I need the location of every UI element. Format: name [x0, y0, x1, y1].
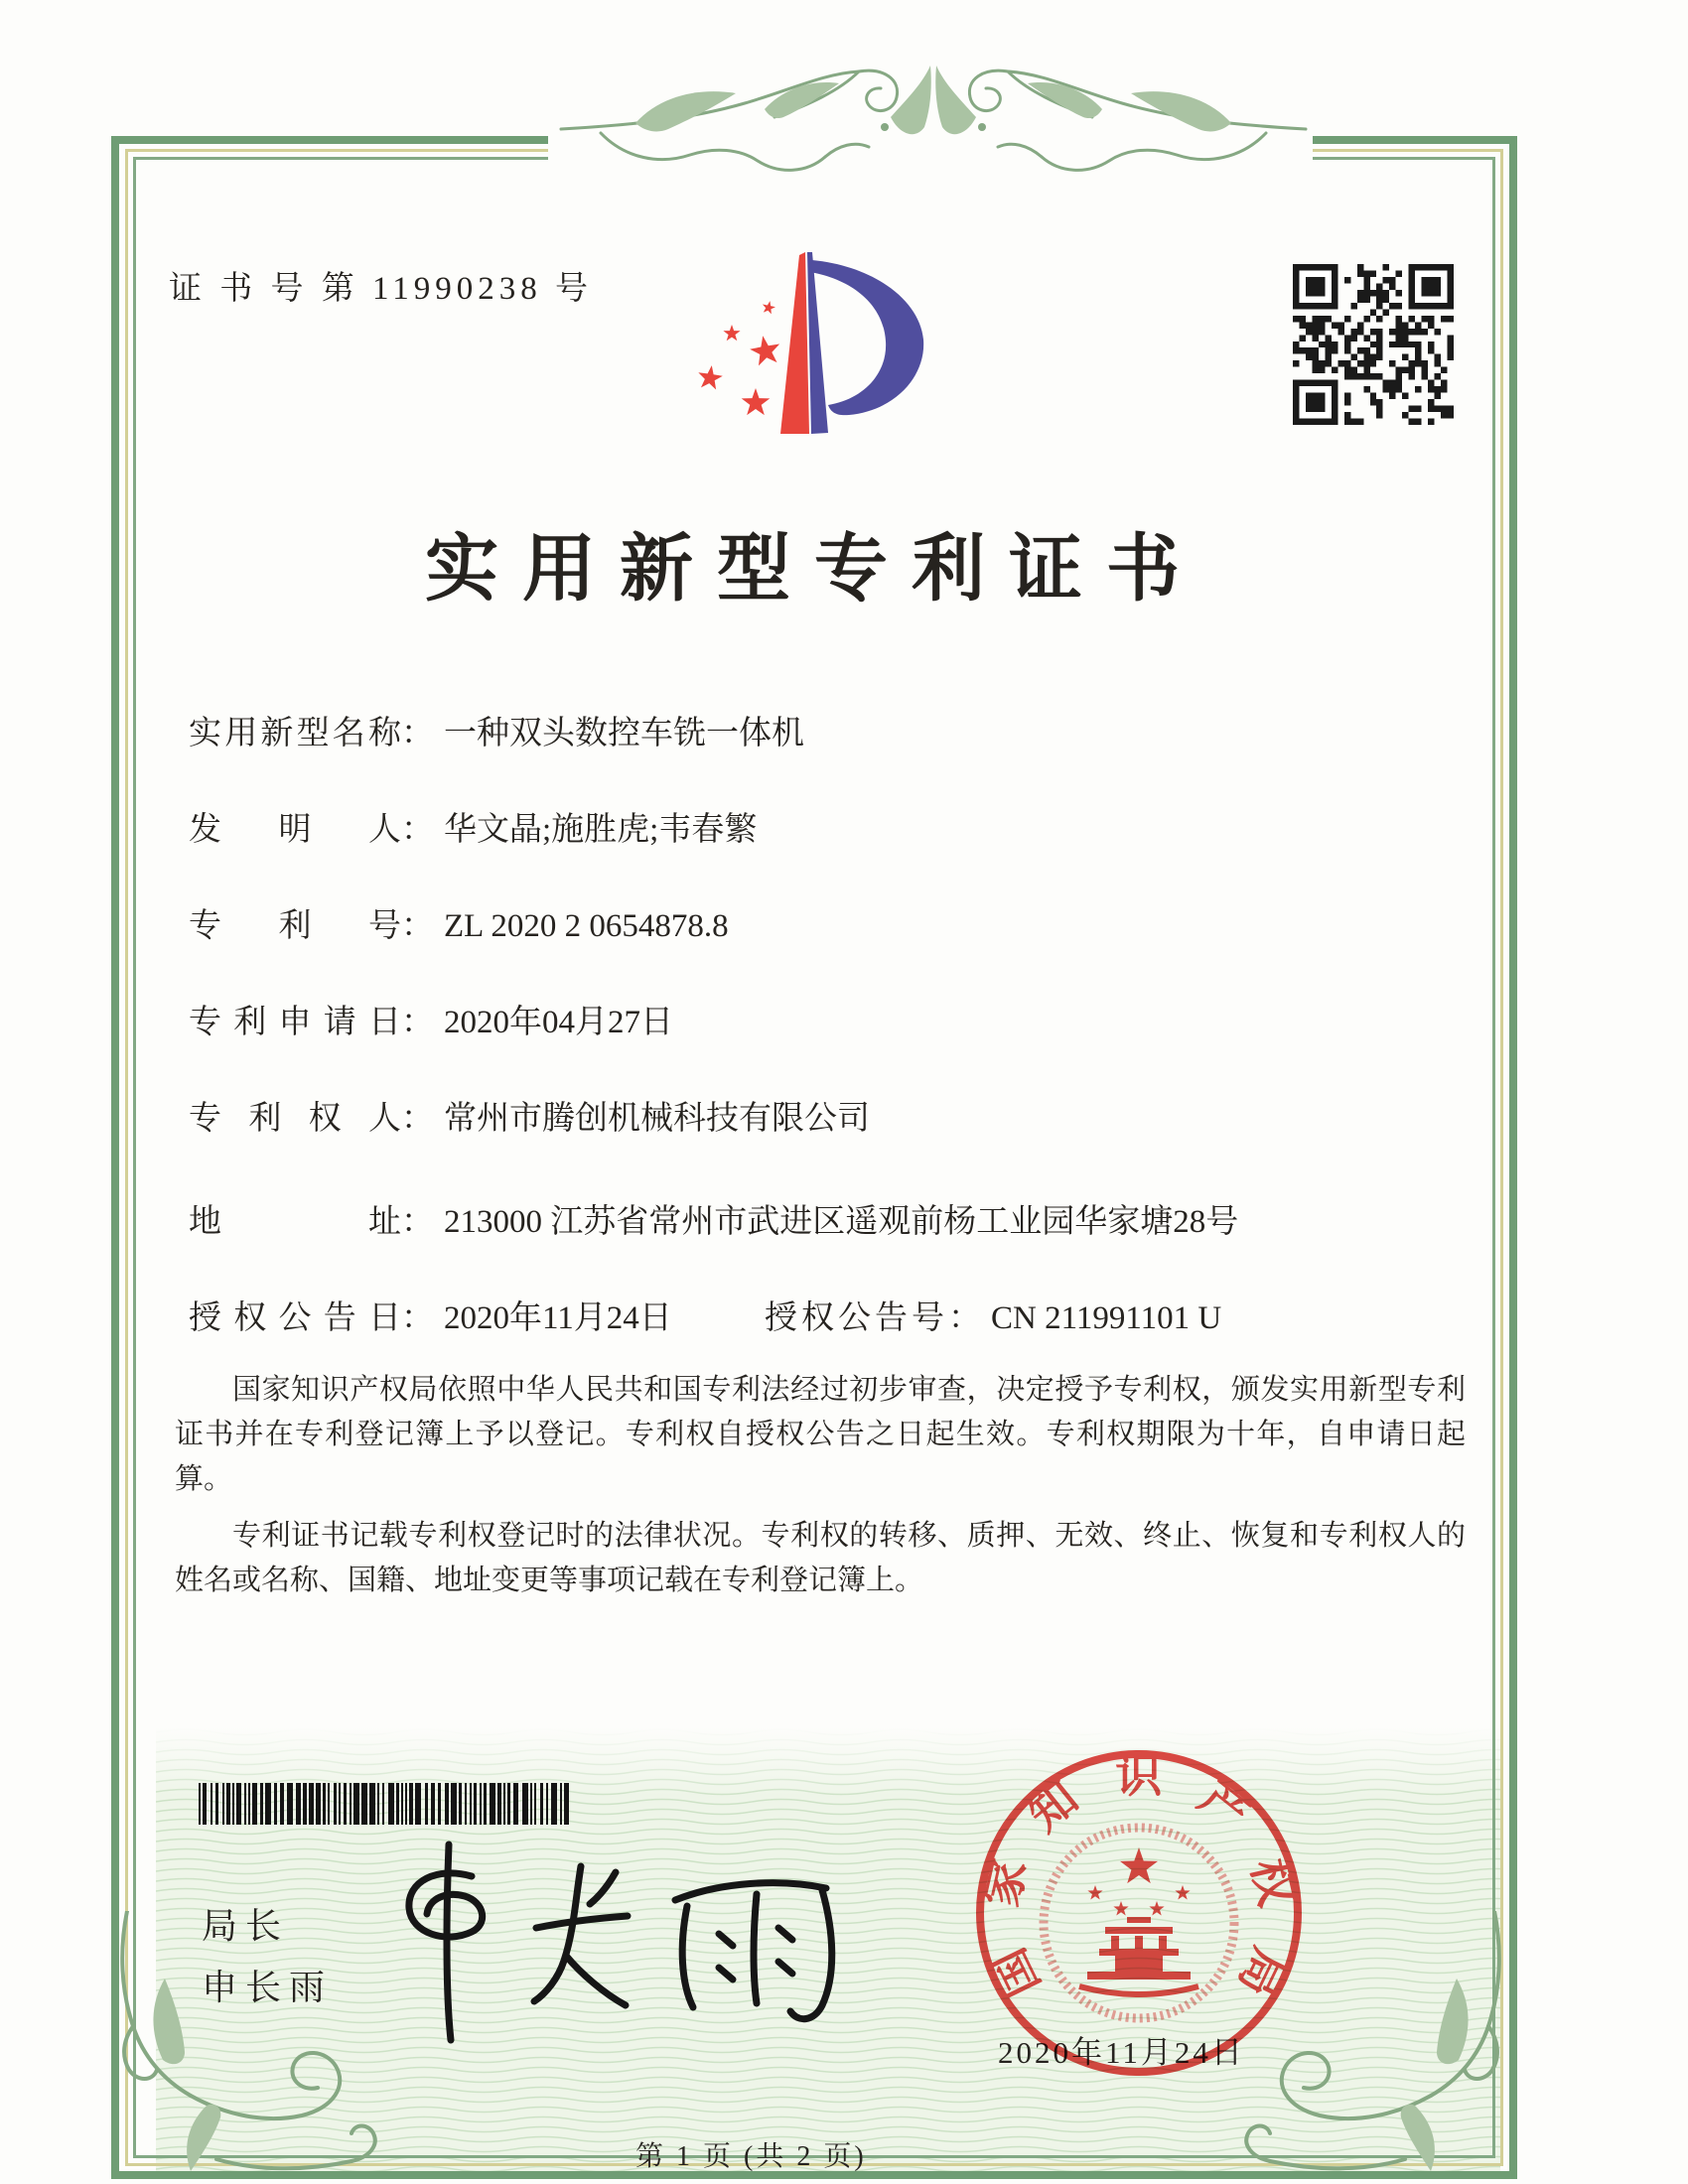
- certificate-title: 实用新型专利证书: [425, 529, 1203, 611]
- qr-code: [1293, 264, 1454, 425]
- signatory-title: 局长: [202, 1905, 290, 1946]
- field-label: 专利申请日: [189, 1005, 401, 1040]
- legal-paragraph-2: 专利证书记载专利权登记时的法律状况。专利权的转移、质押、无效、终止、恢复和专利权人的姓名或名称、国籍、地址变更等事项记载在专利登记簿上。: [175, 1520, 1466, 1596]
- field-label: 专利权人: [189, 1101, 401, 1137]
- page-footer: 第 1 页 (共 2 页): [635, 2141, 867, 2172]
- field-value: 2020年11月24日: [444, 1300, 672, 1336]
- signatory-name: 申长雨: [202, 1967, 334, 2007]
- field-label: 地址: [189, 1204, 401, 1240]
- field-value: 华文晶;施胜虎;韦春繁: [444, 812, 758, 848]
- seal-text: 国家知识产权局: [975, 1750, 1303, 2005]
- field-address: 地址： 213000 江苏省常州市武进区遥观前杨工业园华家塘28号: [189, 1195, 1238, 1242]
- field-patentee: 专利权人： 常州市腾创机械科技有限公司: [189, 1092, 870, 1139]
- field-label: 授权公告号: [765, 1300, 948, 1336]
- signature-handwriting-icon: [377, 1837, 844, 2065]
- seal-date: 2020年11月24日: [998, 2035, 1245, 2070]
- national-emblem-icon: [1044, 1828, 1234, 2018]
- cnipa-logo-icon: [685, 246, 933, 445]
- field-filing-date: 专利申请日： 2020年04月27日: [189, 996, 673, 1042]
- field-label: 授权公告日: [189, 1300, 401, 1336]
- field-utility-model-name: 实用新型名称： 一种双头数控车铣一体机: [189, 707, 804, 753]
- official-seal: [968, 1742, 1310, 2084]
- field-inventors: 发明人： 华文晶;施胜虎;韦春繁: [189, 803, 757, 850]
- field-patent-number: 专利号： ZL 2020 2 0654878.8: [189, 899, 729, 946]
- legal-text-block: [175, 1368, 1466, 1603]
- certificate-number: 证 书 号 第 11990238 号: [169, 271, 594, 307]
- corner-flourish-left: [68, 1911, 395, 2179]
- barcode: [199, 1783, 576, 1825]
- field-value: 常州市腾创机械科技有限公司: [444, 1101, 870, 1137]
- field-grant-date: 授权公告日： 2020年11月24日: [189, 1292, 672, 1338]
- top-flourish-ornament: [541, 58, 1326, 192]
- field-value: 2020年04月27日: [444, 1005, 673, 1040]
- field-label: 实用新型名称: [189, 716, 401, 751]
- field-label: 发明人: [189, 812, 401, 848]
- field-value: 213000 江苏省常州市武进区遥观前杨工业园华家塘28号: [444, 1204, 1239, 1240]
- field-value: CN 211991101 U: [991, 1300, 1222, 1336]
- field-label: 专利号: [189, 908, 401, 944]
- field-value: 一种双头数控车铣一体机: [444, 716, 804, 751]
- field-grant-publication-number: 授权公告号： CN 211991101 U: [765, 1292, 1221, 1338]
- legal-paragraph-1: 国家知识产权局依照中华人民共和国专利法经过初步审查，决定授予专利权，颁发实用新型专利证书并在专利登记簿上予以登记。专利权自授权公告之日起生效。专利权期限为十年，自申请日起算。: [175, 1374, 1466, 1495]
- field-value: ZL 2020 2 0654878.8: [444, 908, 729, 944]
